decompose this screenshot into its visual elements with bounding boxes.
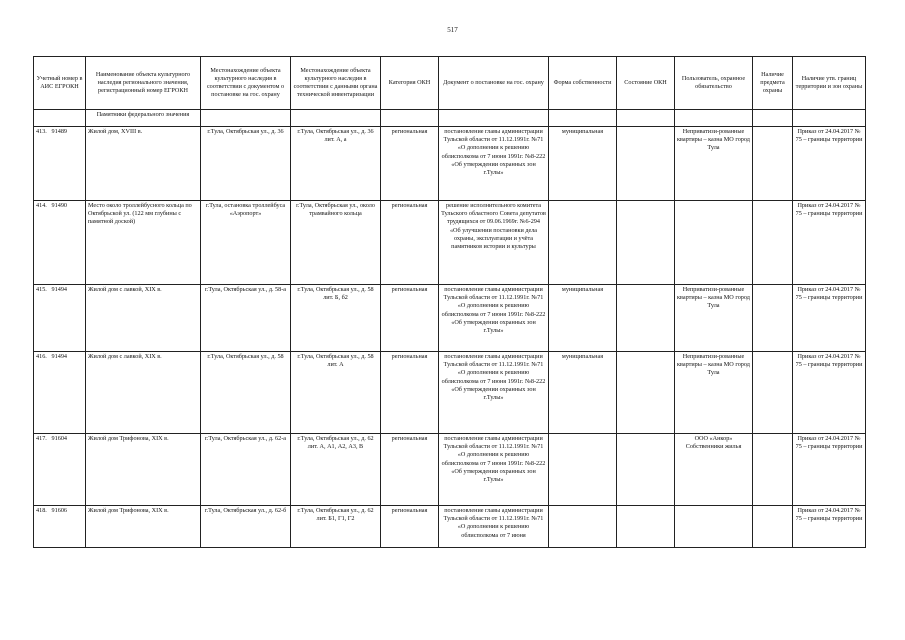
borders-cell: Приказ от 24.04.2017 № 75 – границы территории	[793, 285, 866, 352]
ownership-cell	[549, 201, 617, 285]
protection-document-cell: постановление главы администрации Тульской области от 11.12.1991г. №71 «О дополнении к решению облисполкома от 7 июня	[439, 506, 549, 548]
ownership-cell: муниципальная	[549, 285, 617, 352]
user-cell	[675, 506, 753, 548]
egrokn-code: 91494	[51, 286, 68, 293]
category-cell: региональная	[381, 352, 439, 434]
object-name-cell: Жилой дом Трифонова, XIX в.	[86, 434, 201, 506]
user-cell: Неприватизи-рованные квартиры – казна МО город Тула	[675, 352, 753, 434]
header-state: Состояние ОКН	[617, 57, 675, 110]
table-row	[34, 506, 866, 548]
registry-number-cell	[34, 201, 86, 285]
location-bti-cell: г.Тула, Октябрьская ул., д. 62 лит. А, А1, А2, А3, В	[291, 434, 381, 506]
location-bti-cell: г.Тула, Октябрьская ул., д. 62 лит. Б1, Г1, Г2	[291, 506, 381, 548]
category-cell: региональная	[381, 285, 439, 352]
borders-cell: Приказ от 24.04.2017 № 75 – границы территории	[793, 506, 866, 548]
egrokn-code: 91606	[51, 507, 68, 514]
table-row	[34, 201, 866, 285]
location-doc-cell: г.Тула, Октябрьская ул., д. 62-б	[201, 506, 291, 548]
subheader-federal: Памятники федерального значения	[86, 110, 201, 127]
registry-number-cell	[34, 127, 86, 201]
table-row	[34, 127, 866, 201]
object-name-cell: Жилой дом, XVIII в.	[86, 127, 201, 201]
protection-subject-cell	[753, 434, 793, 506]
header-protection-document: Документ о постановке на гос. охрану	[439, 57, 549, 110]
row-number: 415.	[36, 286, 47, 293]
user-cell: ООО «Анкор» Собственники жилья	[675, 434, 753, 506]
ownership-cell: муниципальная	[549, 127, 617, 201]
protection-subject-cell	[753, 506, 793, 548]
borders-cell: Приказ от 24.04.2017 № 75 – границы территории	[793, 201, 866, 285]
egrokn-code: 91604	[51, 435, 68, 442]
protection-document-cell: постановление главы администрации Тульской области от 11.12.1991г. №71 «О дополнении к решению облисполкома от 7 июня 1991г. №8-222 «Об утверждении охранных зон г.Тулы»	[439, 352, 549, 434]
row-number: 416.	[36, 353, 47, 360]
header-location-doc: Местонахождение объекта культурного наследия в соответствии с документом о постановке на гос. охрану	[201, 57, 291, 110]
registry-number-cell	[34, 352, 86, 434]
registry-number-cell	[34, 506, 86, 548]
header-row	[34, 57, 866, 110]
ownership-cell: муниципальная	[549, 352, 617, 434]
egrokn-code: 91489	[51, 128, 68, 135]
protection-document-cell: постановление главы администрации Тульской области от 11.12.1991г. №71 «О дополнении к решению облисполкома от 7 июня 1991г. №8-222 «Об утверждении охранных зон г.Тулы»	[439, 127, 549, 201]
location-bti-cell: г.Тула, Октябрьская ул., д. 36 лит. А, а	[291, 127, 381, 201]
protection-document-cell: решение исполнительного комитета Тульского областного Совета депутатов трудящихся от 09.06.1969г. №6-294 «Об улучшении постановки дела охраны, эксплуатации и учёта памятников истории и культуры	[439, 201, 549, 285]
header-location-bti: Местонахождение объекта культурного наследия в соответствии с данными органа технической инвентаризации	[291, 57, 381, 110]
category-cell: региональная	[381, 506, 439, 548]
protection-document-cell: постановление главы администрации Тульской области от 11.12.1991г. №71 «О дополнении к решению облисполкома от 7 июня 1991г. №8-222 «Об утверждении охранных зон г.Тулы»	[439, 285, 549, 352]
protection-subject-cell	[753, 201, 793, 285]
location-bti-cell: г.Тула, Октябрьская ул., около трамвайного кольца	[291, 201, 381, 285]
user-cell: Неприватизи-рованные квартиры – казна МО город Тула	[675, 127, 753, 201]
ownership-cell	[549, 434, 617, 506]
table-row	[34, 285, 866, 352]
protection-subject-cell	[753, 127, 793, 201]
header-borders: Наличие утв. границ территории и зон охраны	[793, 57, 866, 110]
location-doc-cell: г.Тула, остановка троллейбуса «Аэропорт»	[201, 201, 291, 285]
object-name-cell: Жилой дом Трифонова, XIX в.	[86, 506, 201, 548]
location-bti-cell: г.Тула, Октябрьская ул., д. 58 лит. А	[291, 352, 381, 434]
category-cell: региональная	[381, 434, 439, 506]
location-doc-cell: г.Тула, Октябрьская ул., д. 58	[201, 352, 291, 434]
protection-subject-cell	[753, 352, 793, 434]
row-number: 413.	[36, 128, 47, 135]
row-number: 414.	[36, 202, 47, 209]
page-number: 517	[447, 26, 458, 34]
header-user: Пользователь, охранное обязательство	[675, 57, 753, 110]
state-cell	[617, 506, 675, 548]
row-number: 417.	[36, 435, 47, 442]
user-cell: Неприватизи-рованные квартиры – казна МО город Тула	[675, 285, 753, 352]
location-doc-cell: г.Тула, Октябрьская ул., д. 62-а	[201, 434, 291, 506]
state-cell	[617, 127, 675, 201]
location-bti-cell: г.Тула, Октябрьская ул., д. 58 лит. Б, б2	[291, 285, 381, 352]
registry-number-cell	[34, 434, 86, 506]
borders-cell: Приказ от 24.04.2017 № 75 – границы территории	[793, 434, 866, 506]
header-category: Категория ОКН	[381, 57, 439, 110]
object-name-cell: Жилой дом с лавкой, XIX в.	[86, 352, 201, 434]
borders-cell: Приказ от 24.04.2017 № 75 – границы территории	[793, 127, 866, 201]
state-cell	[617, 352, 675, 434]
egrokn-code: 91490	[51, 202, 68, 209]
ownership-cell	[549, 506, 617, 548]
row-number: 418.	[36, 507, 47, 514]
state-cell	[617, 434, 675, 506]
subheader-row	[34, 110, 866, 127]
object-name-cell: Место около троллейбусного кольца по Октябрьской ул. (122 мм глубины с памятной доской)	[86, 201, 201, 285]
egrokn-code: 91494	[51, 353, 68, 360]
registry-number-cell	[34, 285, 86, 352]
protection-document-cell: постановление главы администрации Тульской области от 11.12.1991г. №71 «О дополнении к решению облисполкома от 7 июня 1991г. №8-222 «Об утверждении охранных зон г.Тулы»	[439, 434, 549, 506]
user-cell	[675, 201, 753, 285]
heritage-registry-table	[33, 56, 866, 548]
protection-subject-cell	[753, 285, 793, 352]
borders-cell: Приказ от 24.04.2017 № 75 – границы территории	[793, 352, 866, 434]
table-row	[34, 434, 866, 506]
header-protection-subject: Наличие предмета охраны	[753, 57, 793, 110]
table-row	[34, 352, 866, 434]
state-cell	[617, 201, 675, 285]
location-doc-cell: г.Тула, Октябрьская ул., д. 36	[201, 127, 291, 201]
category-cell: региональная	[381, 201, 439, 285]
state-cell	[617, 285, 675, 352]
header-registry-number: Учетный номер в АИС ЕГРОКН	[34, 57, 86, 110]
category-cell: региональная	[381, 127, 439, 201]
header-object-name: Наименование объекта культурного наследия регионального значения, регистрационный номер ЕГРОКН	[86, 57, 201, 110]
object-name-cell: Жилой дом с лавкой, XIX в.	[86, 285, 201, 352]
location-doc-cell: г.Тула, Октябрьская ул., д. 58-а	[201, 285, 291, 352]
header-ownership: Форма собственности	[549, 57, 617, 110]
